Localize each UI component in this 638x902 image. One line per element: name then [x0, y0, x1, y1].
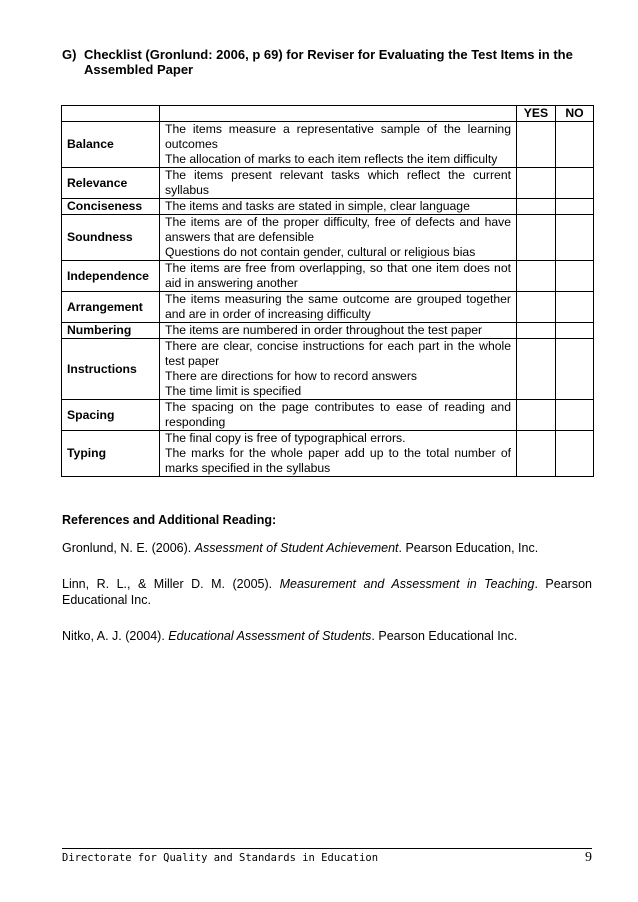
reference-title: Educational Assessment of Students: [168, 629, 372, 643]
reference-item: [62, 576, 592, 608]
criterion-description: [160, 292, 517, 323]
description-line: The items measuring the same outcome are grouped together and are in order of increasing difficulty: [165, 292, 511, 321]
checklist-table: [61, 105, 594, 477]
reference-title: Assessment of Student Achievement: [194, 541, 399, 555]
criterion-label: Balance: [62, 122, 160, 168]
reference-authors: Linn, R. L., & Miller D. M. (2005).: [62, 577, 280, 591]
description-line: The marks for the whole paper add up to the total number of marks specified in the syllabus: [165, 446, 511, 475]
criterion-label: Independence: [62, 261, 160, 292]
description-line: The items are of the proper difficulty, free of defects and have answers that are defensible: [165, 215, 511, 244]
no-checkbox-cell[interactable]: [556, 168, 594, 199]
no-checkbox-cell[interactable]: [556, 292, 594, 323]
yes-checkbox-cell[interactable]: [517, 292, 556, 323]
criterion-description: [160, 168, 517, 199]
criterion-label: Typing: [62, 431, 160, 477]
reference-authors: Gronlund, N. E. (2006).: [62, 541, 195, 555]
no-checkbox-cell[interactable]: [556, 431, 594, 477]
criterion-description: [160, 215, 517, 261]
no-checkbox-cell[interactable]: [556, 339, 594, 400]
description-line: The items are free from overlapping, so that one item does not aid in answering another: [165, 261, 511, 290]
description-line: The time limit is specified: [165, 384, 302, 398]
yes-checkbox-cell[interactable]: [517, 199, 556, 215]
criterion-description: [160, 122, 517, 168]
no-checkbox-cell[interactable]: [556, 122, 594, 168]
description-line: The items measure a representative sample of the learning outcomes: [165, 122, 511, 151]
table-row: [62, 431, 594, 477]
section-heading: [62, 47, 602, 77]
section-letter: G): [62, 47, 77, 62]
table-row: [62, 261, 594, 292]
yes-checkbox-cell[interactable]: [517, 339, 556, 400]
page-number: 9: [585, 850, 592, 865]
no-checkbox-cell[interactable]: [556, 199, 594, 215]
description-line: The items are numbered in order throughout the test paper: [165, 323, 483, 337]
table-header-row: [62, 106, 594, 122]
yes-checkbox-cell[interactable]: [517, 400, 556, 431]
table-row: [62, 168, 594, 199]
yes-checkbox-cell[interactable]: [517, 215, 556, 261]
table-row: [62, 292, 594, 323]
description-line: The spacing on the page contributes to ease of reading and responding: [165, 400, 511, 429]
criterion-description: [160, 261, 517, 292]
criterion-description: [160, 199, 517, 215]
criterion-label: Arrangement: [62, 292, 160, 323]
criterion-description: [160, 323, 517, 339]
reference-publisher: . Pearson Educational Inc.: [371, 629, 518, 643]
description-line: The items present relevant tasks which reflect the current syllabus: [165, 168, 511, 197]
no-checkbox-cell[interactable]: [556, 261, 594, 292]
yes-checkbox-cell[interactable]: [517, 323, 556, 339]
header-empty-desc: [160, 106, 517, 122]
table-row: [62, 339, 594, 400]
header-empty-label: [62, 106, 160, 122]
references-heading: References and Additional Reading:: [62, 513, 277, 527]
description-line: There are clear, concise instructions for each part in the whole test paper: [165, 339, 511, 368]
footer-text: Directorate for Quality and Standards in Education: [62, 852, 379, 864]
criterion-label: Soundness: [62, 215, 160, 261]
yes-checkbox-cell[interactable]: [517, 431, 556, 477]
criterion-label: Numbering: [62, 323, 160, 339]
table-row: [62, 199, 594, 215]
criterion-label: Conciseness: [62, 199, 160, 215]
criterion-label: Instructions: [62, 339, 160, 400]
criterion-description: [160, 339, 517, 400]
yes-column-header: YES: [517, 106, 556, 122]
reference-authors: Nitko, A. J. (2004).: [62, 629, 169, 643]
yes-checkbox-cell[interactable]: [517, 261, 556, 292]
table-row: [62, 122, 594, 168]
description-line: The items and tasks are stated in simple, clear language: [165, 199, 470, 213]
reference-item: [62, 540, 592, 556]
table-row: [62, 323, 594, 339]
description-line: The final copy is free of typographical errors.: [165, 431, 406, 445]
criterion-label: Spacing: [62, 400, 160, 431]
yes-checkbox-cell[interactable]: [517, 122, 556, 168]
reference-publisher: . Pearson Education, Inc.: [398, 541, 539, 555]
no-checkbox-cell[interactable]: [556, 215, 594, 261]
reference-item: [62, 628, 592, 644]
description-line: Questions do not contain gender, cultural or religious bias: [165, 245, 476, 259]
yes-checkbox-cell[interactable]: [517, 168, 556, 199]
reference-publisher: . Pearson Educational Inc.: [62, 577, 592, 607]
no-checkbox-cell[interactable]: [556, 400, 594, 431]
description-line: There are directions for how to record answers: [165, 369, 417, 383]
criterion-description: [160, 431, 517, 477]
section-title: Checklist (Gronlund: 2006, p 69) for Reviser for Evaluating the Test Items in the Assembled Paper: [84, 47, 573, 77]
table-row: [62, 215, 594, 261]
no-checkbox-cell[interactable]: [556, 323, 594, 339]
description-line: The allocation of marks to each item reflects the item difficulty: [165, 152, 498, 166]
criterion-label: Relevance: [62, 168, 160, 199]
reference-title: Measurement and Assessment in Teaching: [279, 577, 535, 591]
footer-divider: [62, 848, 592, 849]
criterion-description: [160, 400, 517, 431]
table-row: [62, 400, 594, 431]
no-column-header: NO: [556, 106, 594, 122]
